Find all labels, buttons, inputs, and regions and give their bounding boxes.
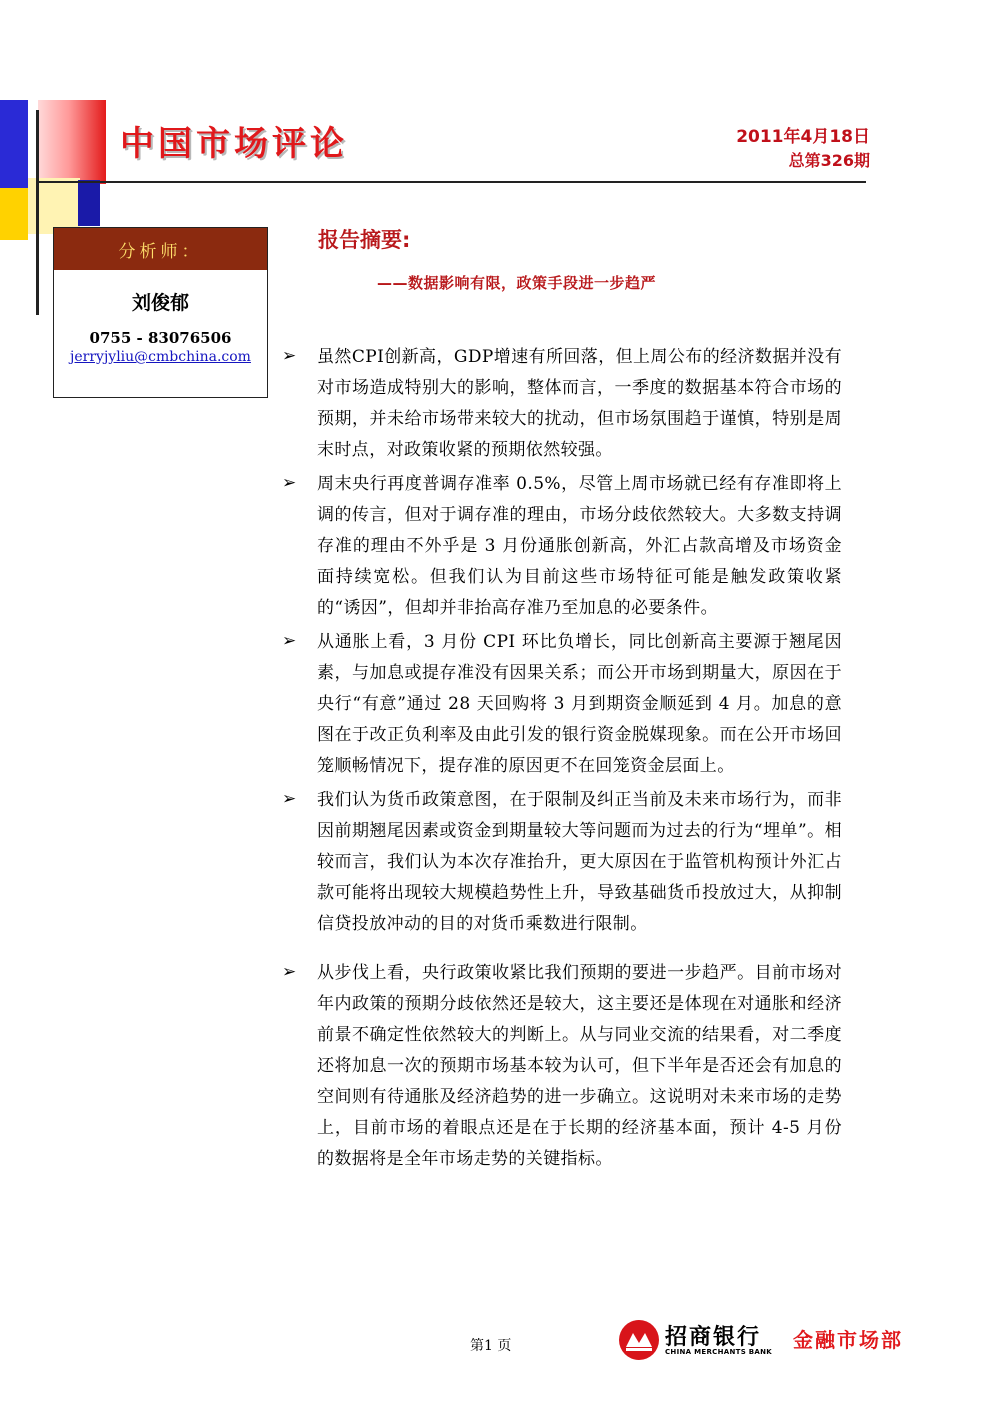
bullet-text: 从步伐上看，央行政策收紧比我们预期的要进一步趋严。目前市场对年内政策的预期分歧依然还是较大，这主要还是体现在对通胀和经济前景不确定性依然较大的判断上。从与同业交流的结果看，对二季度还将加息一次的预期市场基本较为认可，但下半年是否还会有加息的空间则有待通胀及经济趋势的进一步确立。这说明对未来市场的走势上，目前市场的着眼点还是在于长期的经济基本面，预计 4-5 月份的数据将是全年市场走势的关键指标。 xyxy=(317,963,842,1169)
list-item xyxy=(280,958,842,1175)
header-decoration-yellow xyxy=(0,188,28,240)
bank-name-english: CHINA MERCHANTS BANK xyxy=(665,1348,773,1356)
bullet-text: 我们认为货币政策意图，在于限制及纠正当前及未来市场行为，而非因前期翘尾因素或资金到期量较大等问题而为过去的行为“埋单”。相较而言，我们认为本次存准抬升，更大原因在于监管机构预计外汇占款可能将出现较大规模趋势性上升，导致基础货币投放过大，从抑制信贷投放冲动的目的对货币乘数进行限制。 xyxy=(317,790,842,934)
report-date: 2011年4月18日 xyxy=(736,127,870,147)
header-decoration-red xyxy=(38,100,106,184)
arrow-bullet-icon: ➢ xyxy=(282,789,297,809)
summary-subtitle: ——数据影响有限，政策手段进一步趋严 xyxy=(377,274,657,292)
analyst-box xyxy=(53,227,268,398)
bank-name: 招商银行 xyxy=(665,1325,762,1350)
bank-logo xyxy=(617,1318,917,1362)
bullet-text: 从通胀上看，3 月份 CPI 环比负增长，同比创新高主要源于翘尾因素，与加息或提存准没有因果关系；而公开市场到期量大，原因在于央行“有意”通过 28 天回购将 3 月到期资金顺延到 4 月。加息的意图在于改正负利率及由此引发的银行资金脱媒现象。而在公开市场回笼顺畅情况下，提存准的原因更不在回笼资金层面上。 xyxy=(317,632,842,776)
header-vertical-rule xyxy=(36,110,39,315)
list-item xyxy=(280,469,842,624)
header-horizontal-rule xyxy=(36,181,866,183)
bullet-text: 周末央行再度普调存准率 0.5%，尽管上周市场就已经有存准即将上调的传言，但对于调存准的理由，市场分歧依然较大。大多数支持调存准的理由不外乎是 3 月份通胀创新高，外汇占款高增及市场资金面持续宽松。但我们认为目前这些市场特征可能是触发政策收紧的“诱因”，但却并非抬高存准乃至加息的必要条件。 xyxy=(317,474,842,618)
list-item xyxy=(280,342,842,466)
list-item xyxy=(280,785,842,940)
arrow-bullet-icon: ➢ xyxy=(282,473,297,493)
bullet-text: 虽然CPI创新高，GDP增速有所回落，但上周公布的经济数据并没有对市场造成特别大的影响，整体而言，一季度的数据基本符合市场的预期，并未给市场带来较大的扰动，但市场氛围趋于谨慎，特别是周末时点，对政策收紧的预期依然较强。 xyxy=(317,347,842,460)
header-decoration-blue xyxy=(0,100,28,188)
summary-title: 报告摘要: xyxy=(318,228,411,252)
list-item xyxy=(280,627,842,782)
arrow-bullet-icon: ➢ xyxy=(282,346,297,366)
report-title: 中国市场评论 xyxy=(120,124,348,164)
report-issue-number: 总第326期 xyxy=(788,151,870,170)
page-number: 第1 页 xyxy=(470,1338,512,1354)
analyst-phone: 0755 - 83076506 xyxy=(89,329,232,347)
department-name: 金融市场部 xyxy=(793,1328,903,1352)
arrow-bullet-icon: ➢ xyxy=(282,962,297,982)
arrow-bullet-icon: ➢ xyxy=(282,631,297,651)
analyst-email-link[interactable]: jerryjyliu@cmbchina.com xyxy=(70,349,251,365)
analyst-label: 分析师： xyxy=(54,228,267,270)
analyst-name: 刘俊郁 xyxy=(131,292,189,314)
header-decoration-dark-blue xyxy=(78,180,100,226)
cmb-logo-icon xyxy=(617,1318,661,1362)
summary-bullet-list xyxy=(280,342,842,1175)
